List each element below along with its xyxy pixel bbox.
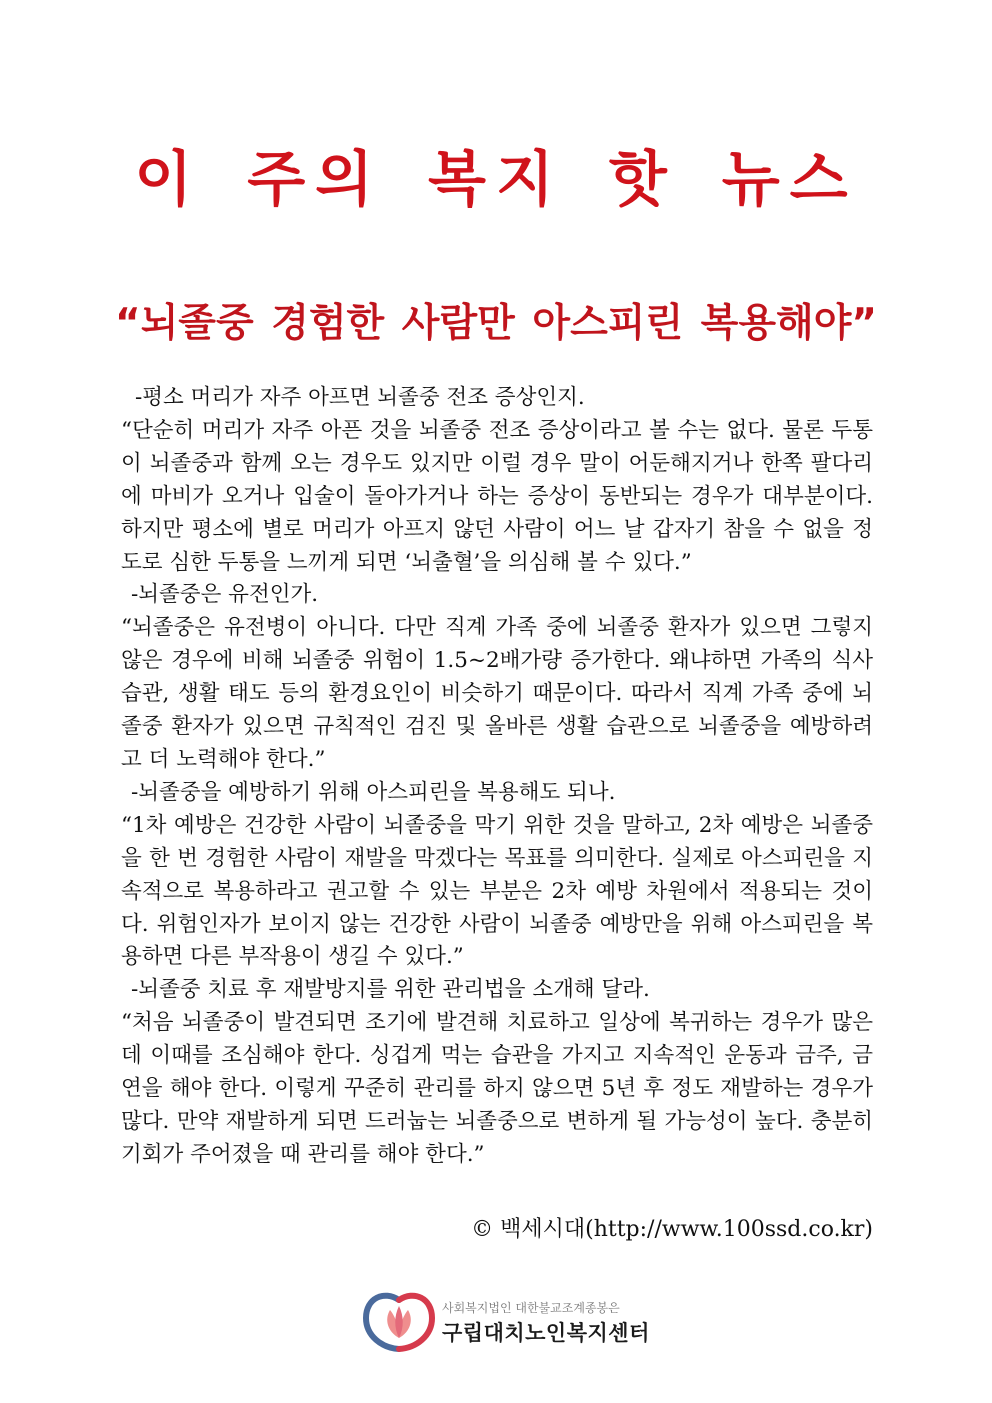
organization-subtitle: 사회복지법인 대한불교조계종봉은 [442, 1301, 620, 1315]
question-1: -평소 머리가 자주 아프면 뇌졸중 전조 증상인지. [135, 385, 585, 410]
article-headline: “뇌졸중 경험한 사람만 아스피린 복용해야” [114, 301, 878, 347]
organization-logo [362, 1288, 650, 1352]
question-4: -뇌졸중 치료 후 재발방지를 위한 관리법을 소개해 달라. [131, 977, 650, 1003]
lotus-logo-icon [362, 1288, 436, 1352]
organization-name: 구립대치노인복지센터 [442, 1321, 650, 1345]
article-body [121, 382, 873, 1172]
question-3: -뇌졸중을 예방하기 위해 아스피린을 복용해도 되나. [131, 779, 616, 805]
answer-3: “1차 예방은 건강한 사람이 뇌졸중을 막기 위한 것을 말하고, 2차 예방은 뇌졸중을 한 번 경험한 사람이 재발을 막겠다는 목표를 의미한다. 실제로 아스피린을 지속적으로 복용하라고 권고할 수 있는 부분은 2차 예방 차원에서 적용되는 것이다. 위험인자가 보이지 않는 건강한 사람이 뇌졸중 예방만을 위해 아스피린을 복용하면 다른 부작용이 생길 수 있다.” [121, 812, 873, 970]
source-credit: © 백세시대(http://www.100ssd.co.kr) [471, 1217, 873, 1242]
answer-1: “단순히 머리가 자주 아픈 것을 뇌졸중 전조 증상이라고 볼 수는 없다. 물론 두통이 뇌졸중과 함께 오는 경우도 있지만 이럴 경우 말이 어둔해지거나 한쪽 팔다리에 마비가 오거나 입술이 돌아가거나 하는 증상이 동반되는 경우가 대부분이다. 하지만 평소에 별로 머리가 아프지 않던 사람이 어느 날 갑자기 참을 수 없을 정도로 심한 두통을 느끼게 되면 ‘뇌출혈’을 의심해 볼 수 있다.” [121, 417, 873, 575]
page-title: 이 주의 복지 핫 뉴스 [134, 145, 858, 216]
answer-4: “처음 뇌졸중이 발견되면 조기에 발견해 치료하고 일상에 복귀하는 경우가 많은데 이때를 조심해야 한다. 싱겁게 먹는 습관을 가지고 지속적인 운동과 금주, 금연을 해야 한다. 이렇게 꾸준히 관리를 하지 않으면 5년 후 정도 재발하는 경우가 많다. 만약 재발하게 되면 드러눕는 뇌졸중으로 변하게 될 가능성이 높다. 충분히 기회가 주어졌을 때 관리를 해야 한다.” [121, 1010, 873, 1167]
answer-2: “뇌졸중은 유전병이 아니다. 다만 직계 가족 중에 뇌졸중 환자가 있으면 그렇지 않은 경우에 비해 뇌졸중 위험이 1.5~2배가량 증가한다. 왜냐하면 가족의 식사 습관, 생활 태도 등의 환경요인이 비슷하기 때문이다. 따라서 직계 가족 중에 뇌졸중 환자가 있으면 규칙적인 검진 및 올바른 생활 습관으로 뇌졸중을 예방하려고 더 노력해야 한다.” [121, 615, 873, 772]
question-2: -뇌졸중은 유전인가. [131, 582, 319, 608]
